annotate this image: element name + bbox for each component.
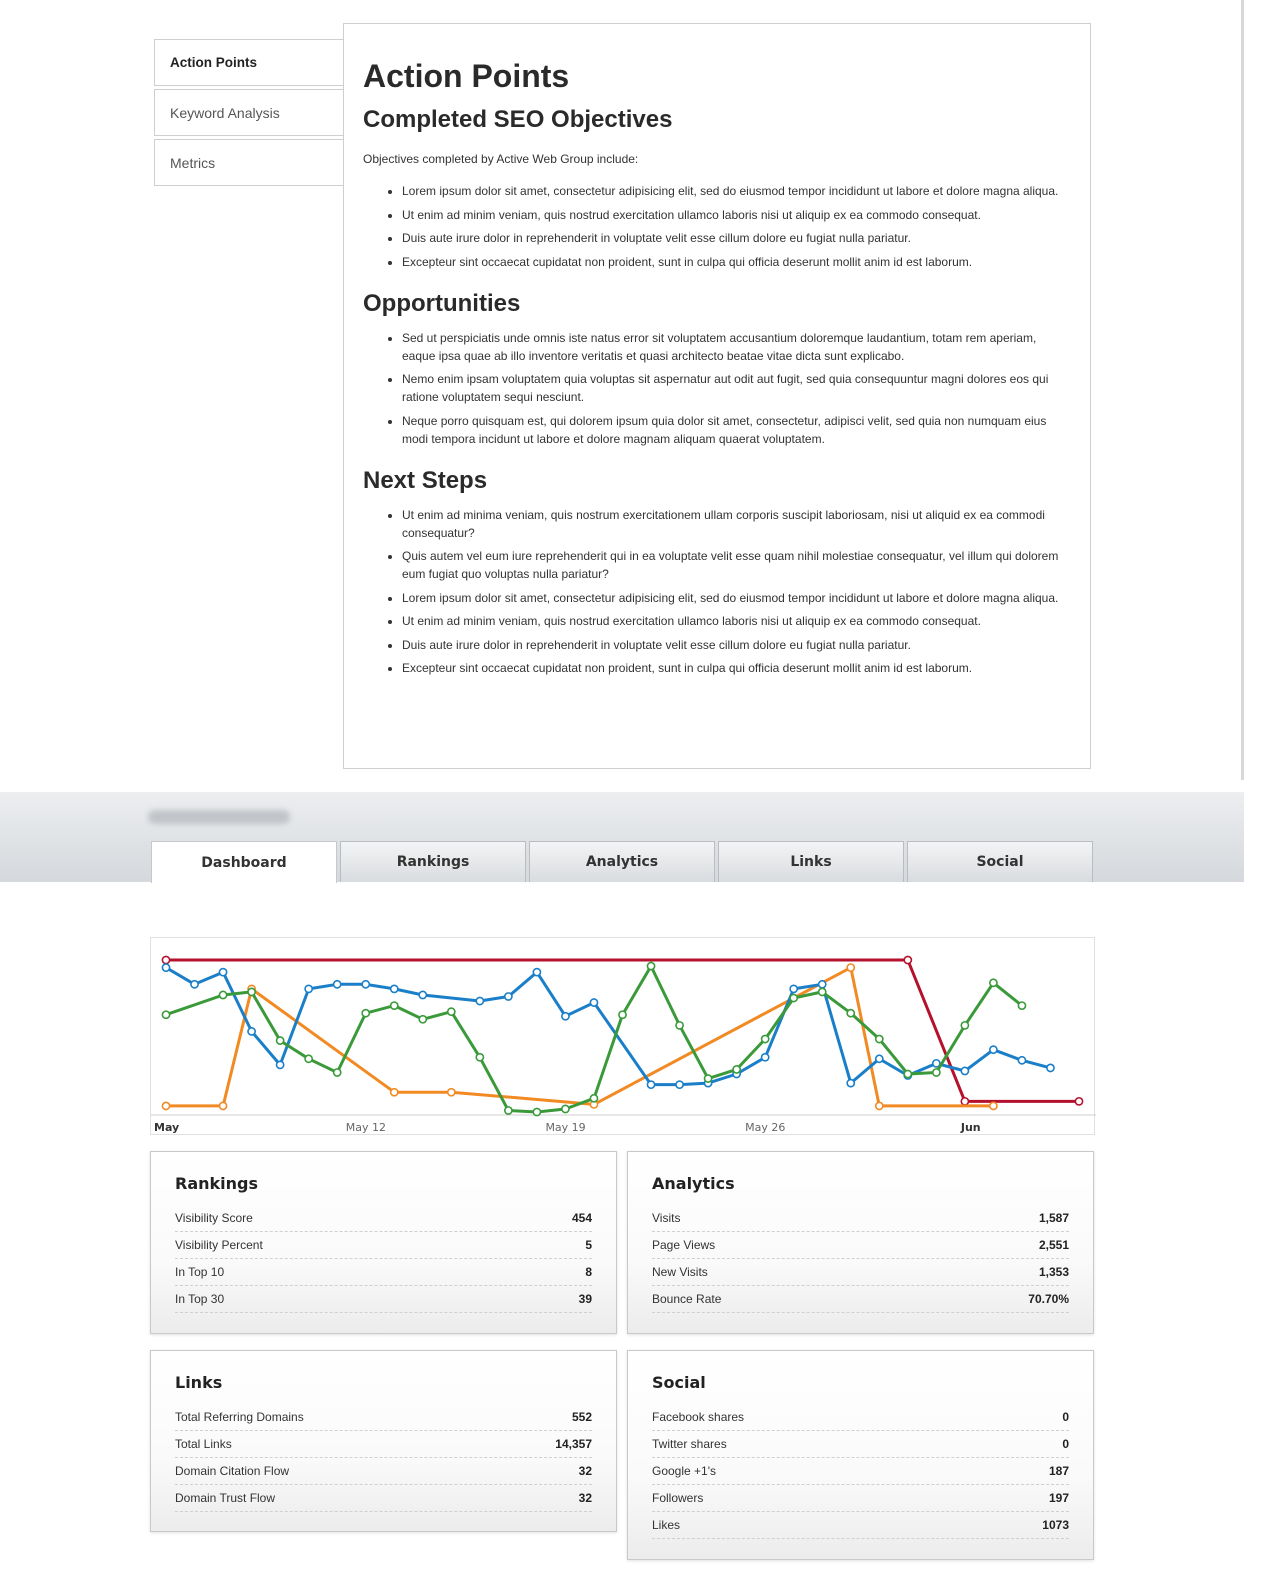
data-point-green — [562, 1105, 569, 1112]
row-label: Likes — [652, 1518, 681, 1532]
data-point-blue — [990, 1046, 997, 1053]
data-point-red — [162, 956, 169, 963]
data-point-green — [704, 1075, 711, 1082]
data-point-red — [1075, 1098, 1082, 1105]
list-item: • Quis autem vel eum iure reprehenderit qui in ea voluptate velit esse quam nihil molestiae consequatur, vel illum qui dolorem eum fugiat quo voluptas nulla pariatur? — [402, 547, 1070, 583]
row-label: Total Referring Domains — [175, 1410, 304, 1424]
row-label: Page Views — [652, 1238, 716, 1252]
data-point-blue — [191, 981, 198, 988]
report-content-panel — [343, 23, 1091, 769]
data-point-orange — [391, 1089, 398, 1096]
x-tick-label: Jun — [960, 1121, 981, 1134]
completed-list — [363, 182, 1070, 271]
data-point-blue — [590, 999, 597, 1006]
table-row — [175, 1458, 592, 1485]
section-heading-next-steps: Next Steps — [363, 466, 488, 494]
data-point-blue — [1018, 1057, 1025, 1064]
data-point-green — [533, 1108, 540, 1115]
data-point-orange — [876, 1102, 883, 1109]
data-point-green — [305, 1055, 312, 1062]
row-label: Visibility Percent — [175, 1238, 263, 1252]
list-item: • Lorem ipsum dolor sit amet, consectetur adipisicing elit, sed do eiusmod tempor incididunt ut labore et dolore magna aliqua. — [402, 182, 1070, 200]
x-tick-label: May — [154, 1121, 180, 1134]
data-point-orange — [219, 1102, 226, 1109]
rankings-card-title: Rankings — [175, 1174, 258, 1193]
data-point-green — [619, 1011, 626, 1018]
section-heading-completed: Completed SEO Objectives — [363, 106, 673, 133]
data-point-blue — [847, 1080, 854, 1087]
row-value: 32 — [578, 1491, 592, 1505]
table-row — [175, 1404, 592, 1431]
table-row — [652, 1458, 1069, 1485]
data-point-orange — [990, 1102, 997, 1109]
row-label: Total Links — [175, 1437, 232, 1451]
data-point-blue — [790, 985, 797, 992]
x-tick-label: May 26 — [745, 1121, 786, 1134]
table-row — [652, 1512, 1069, 1539]
row-value: 2,551 — [1038, 1238, 1069, 1252]
table-row — [652, 1485, 1069, 1512]
data-point-green — [219, 991, 226, 998]
row-value: 39 — [578, 1292, 592, 1306]
row-value: 0 — [1062, 1437, 1069, 1451]
trend-chart — [150, 937, 1095, 1135]
row-label: Google +1's — [652, 1464, 717, 1478]
data-point-orange — [448, 1089, 455, 1096]
data-point-orange — [847, 964, 854, 971]
report-side-tabs — [154, 39, 344, 189]
table-row — [652, 1404, 1069, 1431]
data-point-blue — [676, 1081, 683, 1088]
data-point-green — [162, 1011, 169, 1018]
analytics-card — [627, 1151, 1094, 1334]
data-point-blue — [819, 981, 826, 988]
row-label: In Top 30 — [175, 1292, 225, 1306]
list-item: • Ut enim ad minim veniam, quis nostrud exercitation ullamco laboris nisi ut aliquip ex ea commodo consequat. — [402, 206, 1070, 224]
row-value: 5 — [585, 1238, 592, 1252]
vertical-scrollbar[interactable] — [1241, 0, 1244, 780]
data-point-green — [733, 1066, 740, 1073]
list-item: • Lorem ipsum dolor sit amet, consectetur adipisicing elit, sed do eiusmod tempor incididunt ut labore et dolore magna aliqua. — [402, 589, 1070, 607]
data-point-blue — [876, 1055, 883, 1062]
side-tab-keyword-analysis[interactable]: Keyword Analysis — [154, 89, 344, 136]
table-row — [652, 1205, 1069, 1232]
data-point-green — [819, 988, 826, 995]
row-label: Visits — [652, 1211, 681, 1225]
row-value: 454 — [571, 1211, 592, 1225]
section-intro: Objectives completed by Active Web Group include: — [363, 152, 639, 166]
row-value: 0 — [1062, 1410, 1069, 1424]
data-point-green — [476, 1054, 483, 1061]
tab-dashboard[interactable]: Dashboard — [151, 841, 337, 883]
series-line-green — [166, 966, 1022, 1112]
dashboard-tabs — [151, 841, 1096, 883]
x-tick-label: May 19 — [545, 1121, 586, 1134]
list-item: • Excepteur sint occaecat cupidatat non proident, sunt in culpa qui officia deserunt mollit anim id est laborum. — [402, 659, 1070, 677]
table-row — [175, 1259, 592, 1286]
data-point-blue — [305, 985, 312, 992]
row-label: New Visits — [652, 1265, 708, 1279]
data-point-green — [1018, 1002, 1025, 1009]
data-point-green — [391, 1002, 398, 1009]
side-tab-action-points[interactable]: Action Points — [154, 39, 344, 86]
table-row — [175, 1485, 592, 1512]
blurred-domain-label — [148, 810, 290, 824]
data-point-blue — [562, 1013, 569, 1020]
data-point-green — [248, 988, 255, 995]
next-steps-list — [363, 506, 1070, 678]
data-point-green — [419, 1016, 426, 1023]
data-point-red — [961, 1098, 968, 1105]
row-label: Facebook shares — [652, 1410, 745, 1424]
list-item: • Excepteur sint occaecat cupidatat non proident, sunt in culpa qui officia deserunt mollit anim id est laborum. — [402, 253, 1070, 271]
table-row — [175, 1205, 592, 1232]
data-point-green — [933, 1069, 940, 1076]
data-point-blue — [961, 1067, 968, 1074]
data-point-blue — [762, 1054, 769, 1061]
data-point-green — [590, 1095, 597, 1102]
social-card-title: Social — [652, 1373, 706, 1392]
table-row — [652, 1232, 1069, 1259]
tab-links[interactable]: Links — [718, 841, 904, 882]
data-point-green — [362, 1010, 369, 1017]
data-point-green — [790, 994, 797, 1001]
row-label: Domain Citation Flow — [175, 1464, 290, 1478]
page-title: Action Points — [363, 58, 570, 94]
row-value: 1073 — [1042, 1518, 1069, 1532]
data-point-green — [990, 979, 997, 986]
series-line-red — [166, 960, 1079, 1101]
row-label: Bounce Rate — [652, 1292, 722, 1306]
table-row — [175, 1431, 592, 1458]
row-value: 197 — [1048, 1491, 1069, 1505]
data-point-green — [448, 1008, 455, 1015]
list-item: • Ut enim ad minim veniam, quis nostrud exercitation ullamco laboris nisi ut aliquip ex ea commodo consequat. — [402, 612, 1070, 630]
data-point-blue — [647, 1081, 654, 1088]
row-label: Followers — [652, 1491, 704, 1505]
list-item: • Sed ut perspiciatis unde omnis iste natus error sit voluptatem accusantium doloremque laudantium, totam rem aperiam, eaque ipsa quae ab illo inventore veritatis et quasi architecto beatae vitae dicta sunt explicabo. — [402, 329, 1070, 365]
data-point-green — [505, 1107, 512, 1114]
table-row — [652, 1286, 1069, 1313]
data-point-green — [961, 1022, 968, 1029]
row-label: Twitter shares — [652, 1437, 727, 1451]
data-point-blue — [334, 981, 341, 988]
links-card-title: Links — [175, 1373, 223, 1392]
row-value: 1,353 — [1038, 1265, 1069, 1279]
data-point-blue — [277, 1061, 284, 1068]
list-item: • Neque porro quisquam est, qui dolorem ipsum quia dolor sit amet, consectetur, adipisci velit, sed quia non numquam eius modi tempora incidunt ut labore et dolore magnam aliquam quaerat voluptatem. — [402, 412, 1070, 448]
data-point-green — [647, 962, 654, 969]
table-row — [175, 1232, 592, 1259]
data-point-green — [762, 1035, 769, 1042]
row-value: 1,587 — [1038, 1211, 1069, 1225]
list-item: • Duis aute irure dolor in reprehenderit in voluptate velit esse cillum dolore eu fugiat nulla pariatur. — [402, 229, 1070, 247]
tab-analytics[interactable]: Analytics — [529, 841, 715, 882]
data-point-blue — [248, 1028, 255, 1035]
data-point-red — [904, 956, 911, 963]
data-point-blue — [162, 964, 169, 971]
tab-social[interactable]: Social — [907, 841, 1093, 882]
list-item: • Duis aute irure dolor in reprehenderit in voluptate velit esse cillum dolore eu fugiat nulla pariatur. — [402, 636, 1070, 654]
row-value: 187 — [1048, 1464, 1069, 1478]
data-point-green — [334, 1069, 341, 1076]
row-label: Domain Trust Flow — [175, 1491, 276, 1505]
trend-chart-svg — [151, 938, 1096, 1136]
table-row — [652, 1431, 1069, 1458]
row-value: 14,357 — [555, 1437, 592, 1451]
data-point-blue — [362, 981, 369, 988]
list-item: • Ut enim ad minima veniam, quis nostrum exercitationem ullam corporis suscipit laboriosam, nisi ut aliquid ex ea commodi consequatur? — [402, 506, 1070, 542]
analytics-card-title: Analytics — [652, 1174, 735, 1193]
data-point-green — [847, 1010, 854, 1017]
social-card — [627, 1350, 1094, 1560]
data-point-blue — [1047, 1064, 1054, 1071]
data-point-green — [876, 1035, 883, 1042]
data-point-green — [676, 1022, 683, 1029]
section-heading-opportunities: Opportunities — [363, 289, 521, 317]
data-point-orange — [162, 1102, 169, 1109]
data-point-blue — [533, 969, 540, 976]
rankings-card — [150, 1151, 617, 1334]
dashboard-header — [0, 792, 1244, 882]
data-point-blue — [391, 985, 398, 992]
row-value: 32 — [578, 1464, 592, 1478]
data-point-green — [904, 1070, 911, 1077]
data-point-blue — [419, 991, 426, 998]
opportunities-list — [363, 329, 1070, 448]
data-point-blue — [219, 969, 226, 976]
row-label: In Top 10 — [175, 1265, 225, 1279]
table-row — [175, 1286, 592, 1313]
tab-rankings[interactable]: Rankings — [340, 841, 526, 882]
x-tick-label: May 12 — [345, 1121, 386, 1134]
row-label: Visibility Score — [175, 1211, 253, 1225]
data-point-blue — [505, 993, 512, 1000]
table-row — [652, 1259, 1069, 1286]
links-card — [150, 1350, 617, 1532]
data-point-green — [277, 1037, 284, 1044]
row-value: 70.70% — [1028, 1292, 1069, 1306]
side-tab-metrics[interactable]: Metrics — [154, 139, 344, 186]
data-point-blue — [476, 997, 483, 1004]
row-value: 8 — [585, 1265, 592, 1279]
list-item: • Nemo enim ipsam voluptatem quia voluptas sit aspernatur aut odit aut fugit, sed quia consequuntur magni dolores eos qui ratione voluptatem sequi nesciunt. — [402, 370, 1070, 406]
row-value: 552 — [571, 1410, 592, 1424]
